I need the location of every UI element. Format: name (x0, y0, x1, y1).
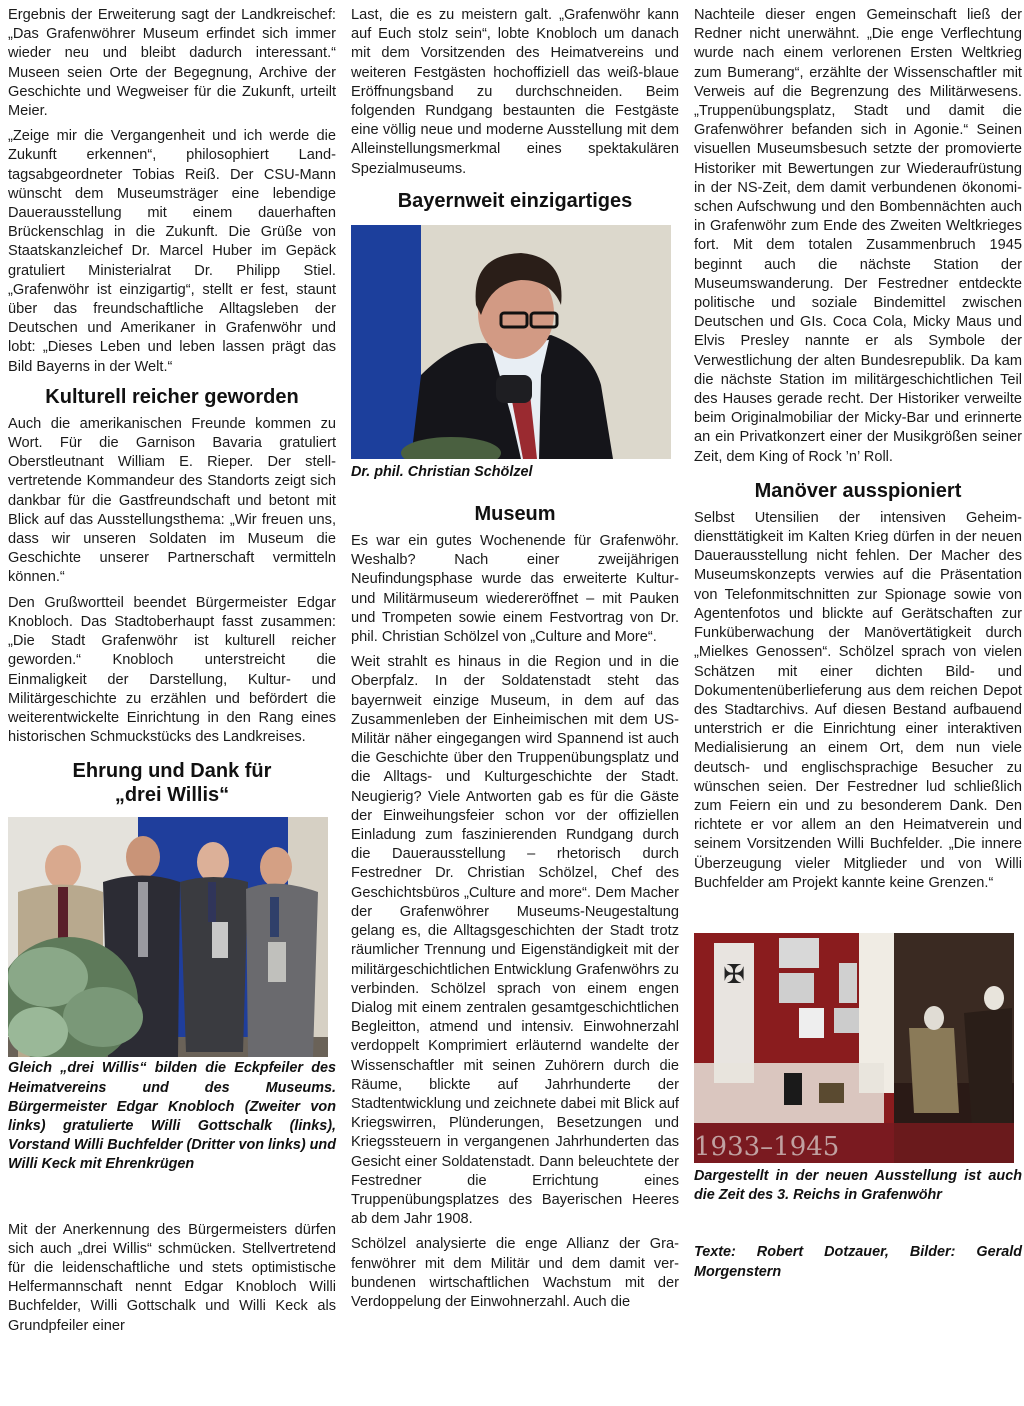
paragraph: Schölzel analysierte die enge Allianz der Grafenwöhrer mit dem Militär und dem damit verbundenen wirtschaftlichen Wachstum mit der Verdoppelung der Einwohnerzahl. Auch die (351, 1236, 679, 1310)
speaker-photo-image (351, 225, 671, 459)
paragraph: Auch die amerikanischen Freunde kommen zu Wort. Für die Garnison Bavaria gratuliert Oberstleutnant William E. Rieper. Der stellvertretende Kommandeur des Standorts zeigt sich dankbar für die Gastfreundschaft und betont mit Blick auf das Ausstellungsthema: „Wir freuen uns, dass wir unseren Soldaten im Museum die Geschichte unserer Partnerschaft vermitteln können.“ (8, 415, 336, 586)
column-1 (8, 0, 336, 1342)
section-heading: Kulturell reicher geworden (45, 385, 299, 408)
paragraph: Mit der Anerkennung des Bürgermeisters dürfen sich auch „drei Willis“ schmücken. Stellvertretend für die leidenschaftliche und stets optimistische Helfermannschaft nennt Edgar Knobloch Willi Buchfelder, Willi Gottschalk und Willi Keck als Grundpfeiler einer (8, 1221, 336, 1334)
paragraph: Nachteile dieser engen Gemeinschaft ließ der Redner nicht unerwähnt. „Die enge Verflechtung wurde nach einem verlorenen Ersten Weltkrieg zum Bumerang“, erzählte der Wissenschaftler mit Verweis auf die Begrenzung des Militärwesens. „Truppenübungsplatz, Stadt und damit die Grafenwöhrer befanden sich in Agonie.“ Seinen visuellen Museumsbesuch setzte der promovierte Historiker mit Bewertungen zur Wiederaufrüstung in der NS-Zeit, dem damit verbundenen ökonomischen Aufschwung und den Bombennächten auch in Grafenwöhr zum Ende des Zweiten Weltkrieges fort. Mit dem totalen Zusammenbruch 1945 beginnt auch die nächste Station der Museumswanderung. Der Festredner entdeckte politische und soziale Bindemittel zwischen Deutschen und GIs. Coca Cola, Micky Maus und Elvis Presley nannte er als Symbole der Verwestlichung der alten Bundesrepublik. Da kam die nächste Station im militärgeschichtlichen Teil des Hauses gerade recht. Der Historiker verweilte beim Originalmobiliar der Micky-Bar und erinnerte an ein Privatkonzert einer der Musikgrößen seiner Zeit, dem King of Rock ’n’ Roll. (694, 7, 1022, 465)
paragraph: Last, die es zu meistern galt. „Grafenwöhr kann auf Euch stolz sein“, lobte Knobloch um danach mit dem Vorsitzenden des Heimatvereins und weiteren Festgästen hochoffiziell das weiß-blaue Eröffnungsband zu durchschneiden. Beim folgenden Rundgang bestaunten die Festgäste eine völlig neue und moderne Ausstellung mit dem Alleinstellungsmerkmal eines spektakulären Spezialmuseums. (351, 7, 679, 177)
photo-caption: Dargestellt in der neuen Ausstellung ist auch die Zeit des 3. Reichs in Grafenwöhr (694, 1167, 1022, 1204)
paragraph: Weit strahlt es hinaus in die Region und in die Oberpfalz. In der Soldatenstadt steht das bayernweit einzige Museum, in dem auf das Zusammenleben der Einheimischen mit dem US-Militär näher eingegangen wird Spannend ist auch die Geschichte über den Truppenübungsplatz und die Alltags- und Kulturgeschichte der Stadt. Neugierig? Viele Antworten gab es für die Gäste der Einweihungsfeier schon vor der offiziellen Einladung zum faszinierenden Rundgang durch die Dauerausstellung – rhetorisch durch Festredner Dr. Christian Schölzel, Chef des Geschichtsbüros „Culture and more“. Dem Macher der Grafenwöhrer Museums-Neugestaltung gelang es, die Alltagsgeschichten der Stadt trotz räumlicher Trennung und Eigenständigkeit mit der militärgeschichtlichen Entwicklung Grafenwöhrs zu verbinden. Schölzel sprach von einem engen Dialog mit einem zentralen gesamtgeschichtlichen Begleitton, atmend und intensiv. Einwohnerzahl verdoppelt Komprimiert erläuternd wandelte der Wissenschaftler mit seinen Zuhörern durch die Räume, blickte auf Jahrhunderte der Stadtentwicklung und zeichnete dabei mit Blick auf Kriegswirren, Plünderungen, Besetzungen und Kriegssteuern in vergangenen Jahrhunderten das Gesicht einer Soldatenstadt. Dann beleuchtete der Festredner die Errichtung eines Truppenübungsplatzes des Bayerischen Heeres ab dem Jahr 1908. (351, 654, 679, 1228)
paragraph: „Zeige mir die Vergangenheit und ich werde die Zukunft erkennen“, philosophiert Landtagsabgeordneter Tobias Reiß. Der CSU-Mann wünscht dem Museumsträger eine lebendige Dauerausstellung mit einem dauerhaften Brückenschlag in die Zukunft. Die Grüße von Staatskanzleichef Dr. Marcel Huber im Gepäck gratuliert Ministerialrat Dr. Philipp Stiel. „Grafenwöhr ist einzigartig“, stellt er fest, staunt über das freundschaftliche Alltagsleben der Deutschen und Amerikaner in Grafenwöhr und lobt: „Dieses Leben und leben lassen prägt das Bild Bayerns in der Welt.“ (8, 128, 336, 375)
column-3 (694, 0, 1022, 1282)
heading-line: Ehrung und Dank für (72, 760, 272, 783)
section-heading: Bayernweit einzigartiges (397, 189, 633, 212)
heading-line: „drei Willis“ (114, 784, 230, 807)
paragraph: Den Grußwortteil beendet Bürgermeister Edgar Knobloch. Das Stadtoberhaupt fasst zusammen: „Die Stadt Grafenwöhr ist kulturell reicher geworden.“ Knobloch unterstreicht die Einmaligkeit der Darstellung, Kultur- und Militärgeschichte zu erzählen und befördert die weiterentwickelte Einrichtung in den Rang eines historischen Schmuckstücks des Landkreises. (8, 594, 336, 746)
section-heading (8, 759, 336, 807)
paragraph: Ergebnis der Erweiterung sagt der Landkreischef: „Das Grafenwöhrer Museum erfindet sich immer wieder neu und bleibt dadurch interessant.“ Museen seien Orte der Begegnung, Archive der Geschichte und Wegweiser für die Zukunft, urteilt Meier. (8, 7, 336, 120)
section-heading: Museum (474, 503, 556, 526)
column-2 (351, 0, 679, 1318)
photo-exhibition (694, 933, 1014, 1163)
author-credit: Texte: Robert Dotzauer, Bilder: Gerald Morgenstern (694, 1244, 1022, 1280)
photo-four-men (8, 817, 328, 1057)
photo-speaker (351, 225, 671, 459)
exhibition-year-label: 1933–1945 (694, 1131, 840, 1162)
paragraph: Selbst Utensilien der intensiven Geheimdiensttätigkeit im Kalten Krieg dürfen in der neuen Dauerausstellung nicht fehlen. Der Macher des Museumskonzepts verwies auf die Präsentation von Telefonmitschnitten zur Spionage sowie von Agentenfotos und blickte auf Gerätschaften zur Funküberwachung der Manövertätigkeit durch „Mielkes Genossen“. Schölzel sprach von vielen Schätzen mit einer dichten Bild- und Dokumentenüberlieferung aus dem reichen Depot des Stadtarchivs. Auf diesen Bestand aufbauend unterstrich er die Einrichtung einer interaktiven Medialisierung an einem Ort, dem nun viele deutsch- und englischsprachige Besucher zu wünschen seien. Der Festredner lud schließlich zum Feiern ein und zu besonderem Dank. Den richtete er vor allem an den Heimatverein und seinem Vorsitzenden Willi Buchfelder. „Die innere Überzeugung vieler Mitglieder und von Willi Buchfelder am Projekt kannte keine Grenzen.“ (694, 509, 1022, 891)
exhibition-photo-image (694, 933, 1014, 1163)
group-photo-image (8, 817, 328, 1057)
paragraph: Es war ein gutes Wochenende für Grafenwöhr. Weshalb? Nach einer zweijährigen Neufindungsphase wurde das erweiterte Kultur- und Militärmuseum wiedereröffnet – mit Pauken und Trompeten sowie einem Festvortrag von Dr. phil. Christian Schölzel von „Culture and More“. (351, 533, 679, 646)
photo-caption: Gleich „drei Willis“ bilden die Eckpfeiler des Heimatvereins und des Museums. Bürgermeister Edgar Knobloch (Zweiter von links) gratulierte Willi Gottschalk (links), Vorstand Willi Buchfelder (Dritter von links) und Willi Keck mit Ehrenkrügen (8, 1060, 336, 1173)
svg-text:✠: ✠ (723, 959, 745, 990)
photo-caption: Dr. phil. Christian Schölzel (351, 463, 533, 480)
section-heading: Manöver ausspioniert (754, 479, 962, 502)
